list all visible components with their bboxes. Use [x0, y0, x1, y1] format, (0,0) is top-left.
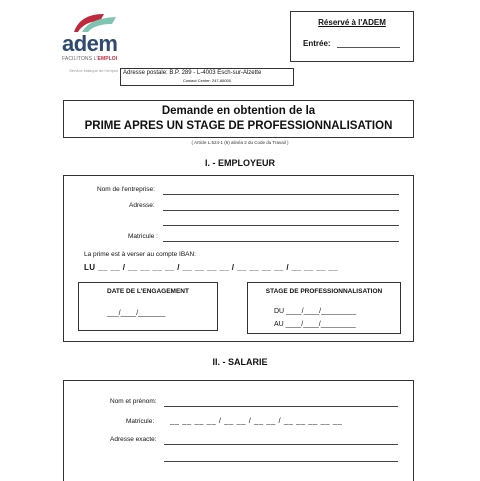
adresse-field-line1[interactable]: [163, 210, 399, 211]
nom-entreprise-field[interactable]: [163, 194, 399, 195]
section-salarie-title: II. - SALARIE: [212, 357, 268, 367]
adem-tagline: FACILITONS L'EMPLOI: [62, 56, 118, 62]
salarie-box: [63, 380, 414, 481]
adresse-exacte-field-line2[interactable]: [164, 461, 398, 462]
employeur-box: [63, 175, 414, 342]
date-engagement-field[interactable]: ___/____/_______: [107, 310, 166, 317]
date-engagement-title: DATE DE L'ENGAGEMENT: [107, 288, 189, 295]
entree-label: Entrée:: [303, 39, 331, 48]
postal-address-box: [120, 68, 294, 86]
form-title-box: [63, 100, 414, 138]
stage-au-row[interactable]: [274, 321, 356, 328]
matricule-field[interactable]: [163, 241, 399, 242]
adresse-field-line2[interactable]: [163, 225, 399, 226]
salarie-matricule-label: Matricule:: [126, 418, 155, 425]
stage-box: [247, 282, 401, 334]
matricule-label: Matricule :: [128, 233, 158, 240]
adem-subtitle: Service étatique de l'emploi: [69, 68, 118, 73]
reserve-title: Réservé à l'ADEM: [318, 18, 386, 27]
adresse-exacte-label: Adresse exacte:: [110, 436, 157, 443]
stage-du-row[interactable]: [274, 308, 356, 315]
form-title-line1: Demande en obtention de la: [161, 105, 316, 117]
nom-prenom-label: Nom et prénom:: [110, 398, 157, 405]
stage-au-label: AU: [274, 321, 284, 328]
iban-field[interactable]: LU __ __ / __ __ __ __ / __ __ __ __ / __ __ __ __ / __ __ __ __: [84, 263, 339, 272]
nom-entreprise-label: Nom de l'entreprise:: [97, 186, 155, 193]
reserve-adem-box: [290, 11, 414, 62]
stage-du-label: DU: [274, 308, 285, 315]
adem-wordmark: adem: [62, 31, 118, 56]
stage-title: STAGE DE PROFESSIONNALISATION: [265, 288, 383, 295]
stage-au-field[interactable]: ____/____/_________: [285, 321, 356, 328]
entree-field[interactable]: [337, 47, 400, 48]
form-title-line2: PRIME APRES UN STAGE DE PROFESSIONNALISATION: [84, 120, 393, 132]
stage-du-field[interactable]: ____/____/_________: [286, 308, 357, 315]
date-engagement-box: [78, 282, 218, 331]
iban-label: La prime est à verser au compte IBAN:: [84, 251, 196, 258]
nom-prenom-field[interactable]: [164, 406, 398, 407]
adresse-label: Adresse:: [129, 202, 155, 209]
legal-article-reference: ( Article L.524-1 (6) alinéa 2 du Code du Travail ): [191, 140, 289, 145]
contact-center: Contact Center: 247-88000: [182, 78, 232, 83]
section-employeur-title: I. - EMPLOYEUR: [204, 158, 275, 168]
postal-address: Adresse postale: B.P. 289 - L-4003 Esch-sur-Alzette: [123, 70, 262, 76]
adresse-exacte-field-line1[interactable]: [164, 444, 398, 445]
salarie-matricule-field[interactable]: __ __ __ __ / __ __ / __ __ / __ __ __ __ __: [170, 416, 343, 425]
